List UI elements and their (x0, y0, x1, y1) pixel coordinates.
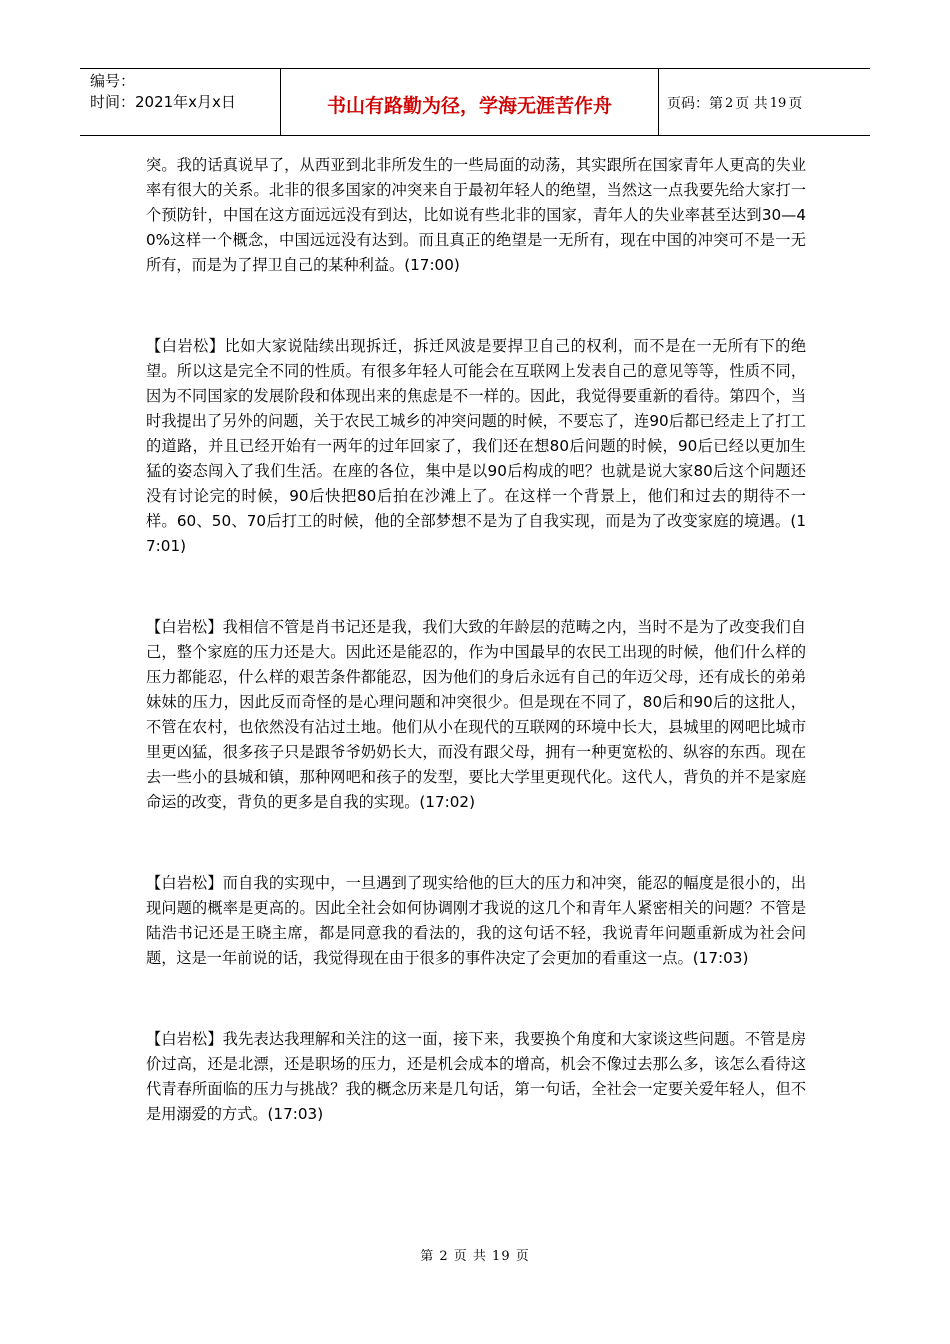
page-current-number: 2 (725, 95, 734, 111)
page-label-suffix: 页 (788, 96, 803, 112)
document-date-label: 时间：2021年x月x日 (90, 93, 236, 111)
paragraph: 【白岩松】我相信不管是肖书记还是我，我们大致的年龄层的范畴之内，当时不是为了改变我们自己，整个家庭的压力还是大。因此还是能忍的，作为中国最早的农民工出现的时候，他们什么样的压力都能忍，什么样的艰苦条件都能忍，因为他们的身后永远有自己的年迈父母，还有成长的弟弟妹妹的压力，因此反而奇怪的是心理问题和冲突很少。但是现在不同了，80后和90后的这批人，不管在农村，也依然没有沾过土地。他们从小在现代的互联网的环境中长大，县城里的网吧比城市里更凶猛，很多孩子只是跟爷爷奶奶长大，而没有跟父母，拥有一种更宽松的、纵容的东西。现在去一些小的县城和镇，那种网吧和孩子的发型，要比大学里更现代化。这代人，背负的并不是家庭命运的改变，背负的更多是自我的实现。(17:02) (146, 618, 806, 811)
page-header (80, 68, 870, 136)
paragraph: 【白岩松】我先表达我理解和关注的这一面，接下来，我要换个角度和大家谈这些问题。不管是房价过高，还是北漂，还是职场的压力，还是机会成本的增高，机会不像过去那么多，该怎么看待这代青春所面临的压力与挑战？我的概念历来是几句话，第一句话，全社会一定要关爱年轻人，但不是用溺爱的方式。(17:03) (146, 1030, 806, 1123)
page-total-number: 19 (769, 95, 787, 111)
document-body (146, 153, 806, 1127)
paragraph: 突。我的话真说早了，从西亚到北非所发生的一些局面的动荡，其实跟所在国家青年人更高的失业率有很大的关系。北非的很多国家的冲突来自于最初年轻人的绝望，当然这一点我要先给大家打一个预防针，中国在这方面远远没有到达，比如说有些北非的国家，青年人的失业率甚至达到30—40%这样一个概念，中国远远没有达到。而且真正的绝望是一无所有，现在中国的冲突可不是一无所有，而是为了捍卫自己的某种利益。(17:00) (146, 156, 806, 274)
header-motto: 书山有路勤为径，学海无涯苦作舟 (281, 69, 659, 135)
header-meta-cell (80, 69, 281, 135)
page-label-mid: 页 共 (735, 96, 768, 112)
header-page-info (659, 69, 870, 135)
page-footer: 第 2 页 共 19 页 (420, 1249, 530, 1264)
paragraph: 【白岩松】比如大家说陆续出现拆迁，拆迁风波是要捍卫自己的权利，而不是在一无所有下的绝望。所以这是完全不同的性质。有很多年轻人可能会在互联网上发表自己的意见等等，性质不同，因为不同国家的发展阶段和体现出来的焦虑是不一样的。因此，我觉得要重新的看待。第四个，当时我提出了另外的问题，关于农民工城乡的冲突问题的时候，不要忘了，连90后都已经走上了打工的道路，并且已经开始有一两年的过年回家了，我们还在想80后问题的时候，90后已经以更加生猛的姿态闯入了我们生活。在座的各位，集中是以90后构成的吧？也就是说大家80后这个问题还没有讨论完的时候，90后快把80后拍在沙滩上了。在这样一个背景上，他们和过去的期待不一样。60、50、70后打工的时候，他的全部梦想不是为了自我实现，而是为了改变家庭的境遇。(17:01) (146, 337, 806, 555)
document-number-label: 编号： (90, 72, 136, 90)
page-label-prefix: 页码：第 (667, 96, 723, 112)
paragraph: 【白岩松】而自我的实现中，一旦遇到了现实给他的巨大的压力和冲突，能忍的幅度是很小的，出现问题的概率是更高的。因此全社会如何协调刚才我说的这几个和青年人紧密相关的问题？不管是陆浩书记还是王晓主席，都是同意我的看法的，我的这句话不轻，我说青年问题重新成为社会问题，这是一年前说的话，我觉得现在由于很多的事件决定了会更加的看重这一点。(17:03) (146, 874, 806, 967)
